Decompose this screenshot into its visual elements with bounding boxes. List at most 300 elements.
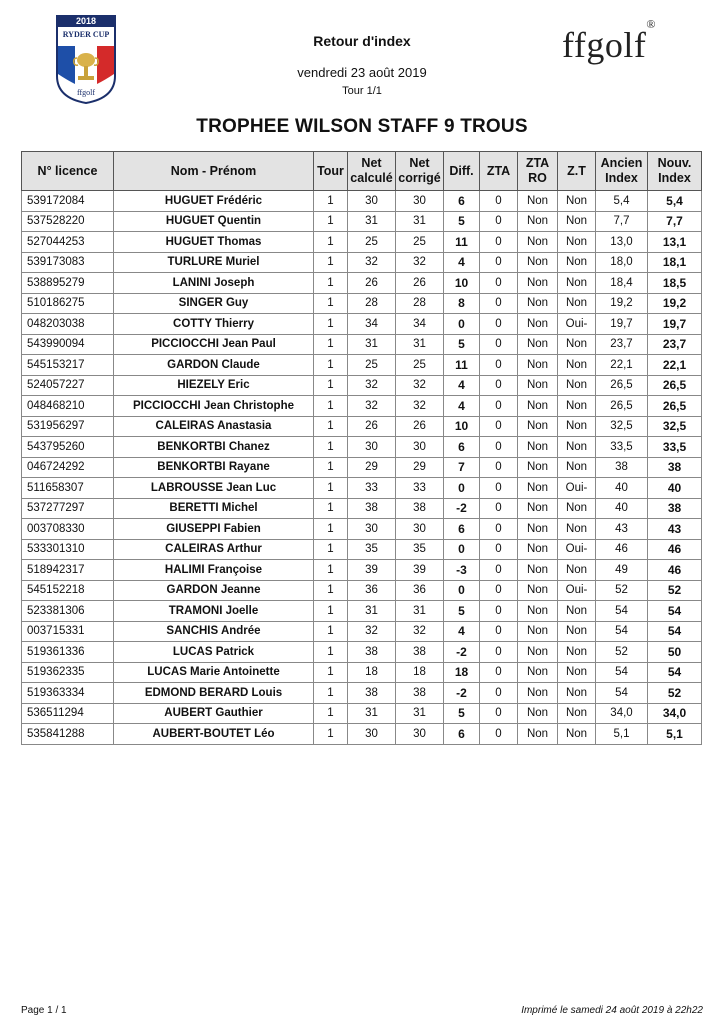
cell-name: LABROUSSE Jean Luc <box>114 478 314 499</box>
cell-licence: 048468210 <box>22 396 114 417</box>
cell-diff: 0 <box>444 314 480 335</box>
cell-zta-ro: Non <box>518 355 558 376</box>
cell-nouv-index: 19,2 <box>648 293 702 314</box>
cell-name: PICCIOCCHI Jean Christophe <box>114 396 314 417</box>
cell-diff: 6 <box>444 519 480 540</box>
cell-zta-ro: Non <box>518 293 558 314</box>
cell-name: HUGUET Frédéric <box>114 191 314 212</box>
cell-diff: 4 <box>444 252 480 273</box>
cell-zt: Non <box>558 355 596 376</box>
cell-zta: 0 <box>480 191 518 212</box>
cell-tour: 1 <box>314 519 348 540</box>
ffgolf-logo-text: ffgolf <box>562 25 647 65</box>
col-name: Nom - Prénom <box>114 152 314 191</box>
cell-ancien-index: 52 <box>596 580 648 601</box>
cell-net-calc: 31 <box>348 703 396 724</box>
cell-tour: 1 <box>314 498 348 519</box>
cell-tour: 1 <box>314 252 348 273</box>
cell-zt: Non <box>558 621 596 642</box>
cell-name: HIEZELY Eric <box>114 375 314 396</box>
cell-zta-ro: Non <box>518 375 558 396</box>
cell-ancien-index: 34,0 <box>596 703 648 724</box>
cell-net-corr: 30 <box>396 437 444 458</box>
cell-diff: 4 <box>444 375 480 396</box>
cell-diff: -2 <box>444 498 480 519</box>
cell-diff: 10 <box>444 273 480 294</box>
cell-zt: Non <box>558 703 596 724</box>
cell-ancien-index: 49 <box>596 560 648 581</box>
results-table <box>21 151 702 745</box>
cell-zta-ro: Non <box>518 396 558 417</box>
printed-date: Imprimé le samedi 24 août 2019 à 22h22 <box>521 1005 703 1016</box>
cell-zta: 0 <box>480 232 518 253</box>
cell-tour: 1 <box>314 396 348 417</box>
cell-zta-ro: Non <box>518 580 558 601</box>
cell-net-calc: 30 <box>348 437 396 458</box>
cell-ancien-index: 18,0 <box>596 252 648 273</box>
cell-zta-ro: Non <box>518 683 558 704</box>
table-row <box>22 642 702 663</box>
cell-nouv-index: 52 <box>648 683 702 704</box>
report-tour: Tour 1/1 <box>342 85 382 97</box>
cell-name: TURLURE Muriel <box>114 252 314 273</box>
cell-diff: -3 <box>444 560 480 581</box>
cell-ancien-index: 5,1 <box>596 724 648 745</box>
cell-zta-ro: Non <box>518 478 558 499</box>
cell-zta-ro: Non <box>518 601 558 622</box>
col-nouv-line2: Index <box>658 171 691 185</box>
cell-diff: 5 <box>444 334 480 355</box>
cell-net-calc: 35 <box>348 539 396 560</box>
cell-net-calc: 32 <box>348 396 396 417</box>
cell-tour: 1 <box>314 375 348 396</box>
cell-zta: 0 <box>480 273 518 294</box>
cell-nouv-index: 32,5 <box>648 416 702 437</box>
cell-name: BENKORTBI Rayane <box>114 457 314 478</box>
cell-ancien-index: 18,4 <box>596 273 648 294</box>
col-net-calc-line2: calculé <box>350 171 393 185</box>
table-row <box>22 355 702 376</box>
cell-nouv-index: 18,1 <box>648 252 702 273</box>
cell-zta: 0 <box>480 314 518 335</box>
cell-nouv-index: 54 <box>648 621 702 642</box>
cell-nouv-index: 19,7 <box>648 314 702 335</box>
cell-nouv-index: 54 <box>648 601 702 622</box>
table-row <box>22 457 702 478</box>
cell-nouv-index: 13,1 <box>648 232 702 253</box>
cell-nouv-index: 7,7 <box>648 211 702 232</box>
cell-net-corr: 28 <box>396 293 444 314</box>
cell-net-corr: 38 <box>396 642 444 663</box>
col-net-calc-line1: Net <box>361 156 382 170</box>
cell-tour: 1 <box>314 293 348 314</box>
cell-name: HUGUET Thomas <box>114 232 314 253</box>
cell-tour: 1 <box>314 724 348 745</box>
cell-net-calc: 26 <box>348 273 396 294</box>
cell-net-calc: 36 <box>348 580 396 601</box>
cell-nouv-index: 26,5 <box>648 396 702 417</box>
cell-nouv-index: 52 <box>648 580 702 601</box>
col-nouv-index <box>648 152 702 191</box>
cell-zta: 0 <box>480 703 518 724</box>
cell-net-corr: 34 <box>396 314 444 335</box>
cell-nouv-index: 33,5 <box>648 437 702 458</box>
cell-net-calc: 29 <box>348 457 396 478</box>
col-ancien-line1: Ancien <box>600 156 643 170</box>
cell-name: GARDON Jeanne <box>114 580 314 601</box>
cell-net-corr: 26 <box>396 273 444 294</box>
cell-tour: 1 <box>314 580 348 601</box>
cell-net-corr: 25 <box>396 232 444 253</box>
cell-zt: Non <box>558 375 596 396</box>
cell-net-calc: 39 <box>348 560 396 581</box>
cell-zt: Non <box>558 560 596 581</box>
table-row <box>22 273 702 294</box>
cell-nouv-index: 26,5 <box>648 375 702 396</box>
col-net-corr <box>396 152 444 191</box>
cell-net-corr: 32 <box>396 621 444 642</box>
cell-diff: 5 <box>444 211 480 232</box>
cell-tour: 1 <box>314 334 348 355</box>
col-net-calc <box>348 152 396 191</box>
cell-licence: 048203038 <box>22 314 114 335</box>
cell-diff: 4 <box>444 621 480 642</box>
cell-diff: 6 <box>444 437 480 458</box>
cell-ancien-index: 19,7 <box>596 314 648 335</box>
cell-tour: 1 <box>314 662 348 683</box>
cell-net-corr: 29 <box>396 457 444 478</box>
cell-licence: 535841288 <box>22 724 114 745</box>
cell-licence: 533301310 <box>22 539 114 560</box>
cell-name: PICCIOCCHI Jean Paul <box>114 334 314 355</box>
cell-licence: 524057227 <box>22 375 114 396</box>
cell-ancien-index: 33,5 <box>596 437 648 458</box>
cell-diff: 4 <box>444 396 480 417</box>
report-date: vendredi 23 août 2019 <box>297 65 427 80</box>
cell-diff: 6 <box>444 191 480 212</box>
cell-zta-ro: Non <box>518 191 558 212</box>
cell-licence: 545153217 <box>22 355 114 376</box>
cell-name: SINGER Guy <box>114 293 314 314</box>
table-row <box>22 293 702 314</box>
col-tour: Tour <box>314 152 348 191</box>
cell-zta-ro: Non <box>518 724 558 745</box>
col-ancien-index <box>596 152 648 191</box>
col-net-corr-line2: corrigé <box>398 171 441 185</box>
cell-nouv-index: 40 <box>648 478 702 499</box>
cell-net-calc: 28 <box>348 293 396 314</box>
cell-ancien-index: 46 <box>596 539 648 560</box>
table-row <box>22 601 702 622</box>
cell-nouv-index: 38 <box>648 498 702 519</box>
cell-name: COTTY Thierry <box>114 314 314 335</box>
cell-nouv-index: 38 <box>648 457 702 478</box>
cell-ancien-index: 43 <box>596 519 648 540</box>
cell-diff: 11 <box>444 355 480 376</box>
logo-brand: ffgolf <box>76 88 96 97</box>
cell-licence: 511658307 <box>22 478 114 499</box>
cell-net-corr: 31 <box>396 703 444 724</box>
cell-zta: 0 <box>480 293 518 314</box>
cell-zt: Oui- <box>558 478 596 499</box>
cell-diff: 11 <box>444 232 480 253</box>
cell-zta: 0 <box>480 396 518 417</box>
cell-licence: 003715331 <box>22 621 114 642</box>
cell-tour: 1 <box>314 232 348 253</box>
cell-licence: 527044253 <box>22 232 114 253</box>
table-row <box>22 211 702 232</box>
cell-licence: 538895279 <box>22 273 114 294</box>
cell-licence: 537277297 <box>22 498 114 519</box>
cell-licence: 523381306 <box>22 601 114 622</box>
table-row <box>22 560 702 581</box>
cell-zta: 0 <box>480 642 518 663</box>
cell-zta: 0 <box>480 724 518 745</box>
cell-net-calc: 25 <box>348 232 396 253</box>
cell-licence: 543990094 <box>22 334 114 355</box>
cell-ancien-index: 40 <box>596 498 648 519</box>
col-net-corr-line1: Net <box>409 156 430 170</box>
table-row <box>22 191 702 212</box>
cell-net-calc: 38 <box>348 498 396 519</box>
table-row <box>22 498 702 519</box>
table-row <box>22 314 702 335</box>
cell-net-calc: 18 <box>348 662 396 683</box>
cell-tour: 1 <box>314 437 348 458</box>
cell-nouv-index: 54 <box>648 662 702 683</box>
cell-name: BENKORTBI Chanez <box>114 437 314 458</box>
cell-net-corr: 18 <box>396 662 444 683</box>
table-row <box>22 375 702 396</box>
cell-diff: 10 <box>444 416 480 437</box>
cell-licence: 519363334 <box>22 683 114 704</box>
cell-zt: Oui- <box>558 314 596 335</box>
cell-net-corr: 30 <box>396 191 444 212</box>
cell-tour: 1 <box>314 191 348 212</box>
cell-zta-ro: Non <box>518 273 558 294</box>
cell-name: HALIMI Françoise <box>114 560 314 581</box>
cell-nouv-index: 18,5 <box>648 273 702 294</box>
cell-zta: 0 <box>480 211 518 232</box>
cell-zt: Non <box>558 601 596 622</box>
cell-diff: -2 <box>444 642 480 663</box>
cell-zta-ro: Non <box>518 211 558 232</box>
cell-zta-ro: Non <box>518 334 558 355</box>
cell-zt: Non <box>558 273 596 294</box>
cell-zta: 0 <box>480 437 518 458</box>
cell-net-calc: 30 <box>348 724 396 745</box>
cell-zt: Oui- <box>558 539 596 560</box>
cell-net-corr: 32 <box>396 252 444 273</box>
cell-nouv-index: 34,0 <box>648 703 702 724</box>
cell-net-calc: 33 <box>348 478 396 499</box>
cell-zta-ro: Non <box>518 703 558 724</box>
cell-zt: Non <box>558 416 596 437</box>
table-row <box>22 416 702 437</box>
cell-name: LUCAS Marie Antoinette <box>114 662 314 683</box>
cell-ancien-index: 54 <box>596 683 648 704</box>
cell-licence: 543795260 <box>22 437 114 458</box>
cell-zta: 0 <box>480 457 518 478</box>
cell-zta-ro: Non <box>518 232 558 253</box>
cell-licence: 003708330 <box>22 519 114 540</box>
cell-ancien-index: 54 <box>596 662 648 683</box>
logo-event: RYDER CUP <box>62 30 110 39</box>
cell-nouv-index: 46 <box>648 539 702 560</box>
cell-net-calc: 31 <box>348 601 396 622</box>
cell-diff: 0 <box>444 478 480 499</box>
cell-diff: -2 <box>444 683 480 704</box>
cell-net-calc: 30 <box>348 191 396 212</box>
cell-tour: 1 <box>314 703 348 724</box>
cell-zta-ro: Non <box>518 662 558 683</box>
cell-zt: Non <box>558 232 596 253</box>
cell-name: AUBERT-BOUTET Léo <box>114 724 314 745</box>
cell-net-corr: 25 <box>396 355 444 376</box>
cell-zta: 0 <box>480 498 518 519</box>
cell-zt: Non <box>558 498 596 519</box>
cell-zta-ro: Non <box>518 457 558 478</box>
cell-zt: Non <box>558 642 596 663</box>
cell-licence: 518942317 <box>22 560 114 581</box>
cell-ancien-index: 22,1 <box>596 355 648 376</box>
cell-ancien-index: 38 <box>596 457 648 478</box>
cell-diff: 5 <box>444 703 480 724</box>
cell-name: LANINI Joseph <box>114 273 314 294</box>
cell-net-corr: 36 <box>396 580 444 601</box>
cell-ancien-index: 7,7 <box>596 211 648 232</box>
cell-licence: 046724292 <box>22 457 114 478</box>
cell-tour: 1 <box>314 211 348 232</box>
competition-title: TROPHEE WILSON STAFF 9 TROUS <box>196 116 528 137</box>
cell-name: LUCAS Patrick <box>114 642 314 663</box>
cell-zt: Non <box>558 724 596 745</box>
cell-zta: 0 <box>480 601 518 622</box>
table-row <box>22 662 702 683</box>
cell-net-corr: 26 <box>396 416 444 437</box>
table-row <box>22 437 702 458</box>
cell-zt: Non <box>558 519 596 540</box>
col-zta-ro-line2: RO <box>528 171 547 185</box>
cell-tour: 1 <box>314 273 348 294</box>
col-licence: N° licence <box>22 152 114 191</box>
cell-name: CALEIRAS Anastasia <box>114 416 314 437</box>
cell-net-corr: 39 <box>396 560 444 581</box>
cell-zt: Non <box>558 293 596 314</box>
cell-zt: Non <box>558 396 596 417</box>
report-title: Retour d'index <box>313 33 411 49</box>
cell-licence: 531956297 <box>22 416 114 437</box>
cell-name: BERETTI Michel <box>114 498 314 519</box>
cell-name: GIUSEPPI Fabien <box>114 519 314 540</box>
cell-zta: 0 <box>480 478 518 499</box>
cell-tour: 1 <box>314 683 348 704</box>
cell-zta: 0 <box>480 355 518 376</box>
registered-icon: ® <box>646 17 656 31</box>
cell-zta: 0 <box>480 519 518 540</box>
cell-zta: 0 <box>480 662 518 683</box>
cell-ancien-index: 13,0 <box>596 232 648 253</box>
col-zta: ZTA <box>480 152 518 191</box>
cell-net-calc: 31 <box>348 211 396 232</box>
cell-zt: Non <box>558 211 596 232</box>
cell-tour: 1 <box>314 457 348 478</box>
cell-zta: 0 <box>480 683 518 704</box>
cell-licence: 519361336 <box>22 642 114 663</box>
cell-name: CALEIRAS Arthur <box>114 539 314 560</box>
cell-ancien-index: 32,5 <box>596 416 648 437</box>
table-row <box>22 621 702 642</box>
cell-nouv-index: 23,7 <box>648 334 702 355</box>
cell-diff: 5 <box>444 601 480 622</box>
cell-nouv-index: 5,1 <box>648 724 702 745</box>
col-zta-ro-line1: ZTA <box>525 156 550 170</box>
cell-net-corr: 31 <box>396 334 444 355</box>
cell-zta: 0 <box>480 334 518 355</box>
cell-zta: 0 <box>480 539 518 560</box>
logo-year: 2018 <box>75 16 97 26</box>
cell-net-corr: 31 <box>396 211 444 232</box>
cell-tour: 1 <box>314 560 348 581</box>
cell-zta-ro: Non <box>518 621 558 642</box>
cell-zta: 0 <box>480 416 518 437</box>
cell-diff: 0 <box>444 539 480 560</box>
cell-zt: Non <box>558 334 596 355</box>
cell-ancien-index: 19,2 <box>596 293 648 314</box>
cell-tour: 1 <box>314 478 348 499</box>
table-row <box>22 519 702 540</box>
cell-ancien-index: 5,4 <box>596 191 648 212</box>
cell-licence: 539173083 <box>22 252 114 273</box>
col-nouv-line1: Nouv. <box>657 156 692 170</box>
table-row <box>22 396 702 417</box>
cell-licence: 536511294 <box>22 703 114 724</box>
cell-nouv-index: 5,4 <box>648 191 702 212</box>
cell-nouv-index: 22,1 <box>648 355 702 376</box>
cell-name: GARDON Claude <box>114 355 314 376</box>
cell-zt: Non <box>558 662 596 683</box>
cell-zta: 0 <box>480 580 518 601</box>
cell-name: AUBERT Gauthier <box>114 703 314 724</box>
cell-diff: 8 <box>444 293 480 314</box>
cell-net-calc: 32 <box>348 375 396 396</box>
cell-net-corr: 30 <box>396 724 444 745</box>
cell-licence: 545152218 <box>22 580 114 601</box>
cell-zt: Non <box>558 437 596 458</box>
table-row <box>22 539 702 560</box>
cell-zta-ro: Non <box>518 416 558 437</box>
cell-nouv-index: 50 <box>648 642 702 663</box>
cell-zta-ro: Non <box>518 519 558 540</box>
col-diff: Diff. <box>444 152 480 191</box>
cell-zta-ro: Non <box>518 498 558 519</box>
cell-zt: Non <box>558 252 596 273</box>
cell-zta: 0 <box>480 560 518 581</box>
cell-zta-ro: Non <box>518 314 558 335</box>
col-ancien-line2: Index <box>605 171 638 185</box>
page-number: Page 1 / 1 <box>21 1005 67 1016</box>
cell-licence: 519362335 <box>22 662 114 683</box>
cell-tour: 1 <box>314 416 348 437</box>
table-row <box>22 580 702 601</box>
cell-ancien-index: 54 <box>596 601 648 622</box>
cell-net-corr: 38 <box>396 498 444 519</box>
cell-zta-ro: Non <box>518 539 558 560</box>
cell-nouv-index: 43 <box>648 519 702 540</box>
cell-net-calc: 32 <box>348 252 396 273</box>
table-row <box>22 703 702 724</box>
cell-net-corr: 30 <box>396 519 444 540</box>
